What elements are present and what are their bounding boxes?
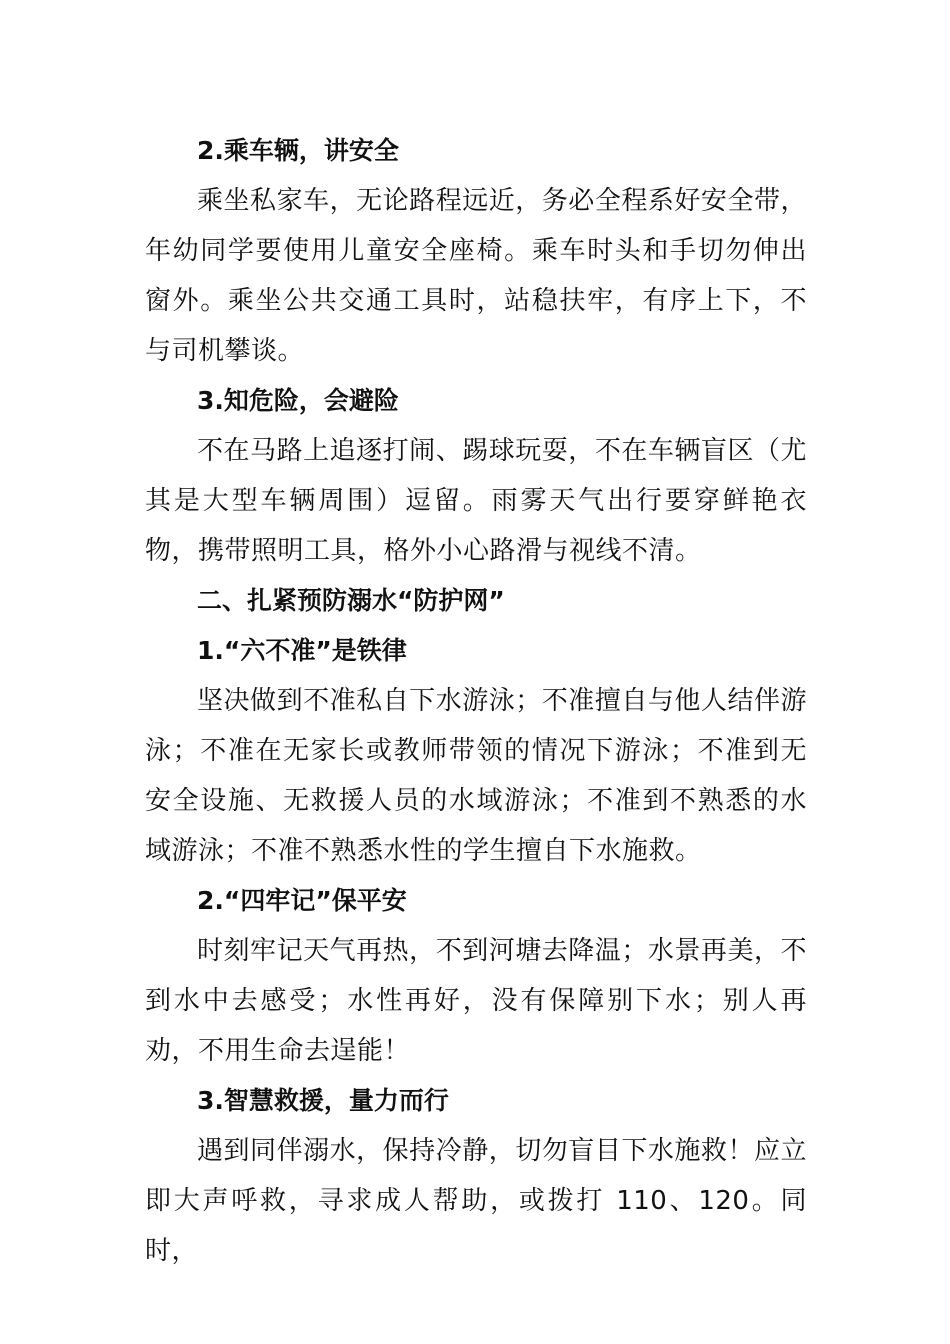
chapter-heading: 二、扎紧预防溺水“防护网” [197,586,505,615]
section-heading: 3.智慧救援，量力而行 [197,1086,449,1115]
section-heading: 1.“六不准”是铁律 [197,636,407,665]
section-heading: 3.知危险，会避险 [197,386,399,415]
paragraph: 不在马路上追逐打闹、踢球玩耍，不在车辆盲区（尤其是大型车辆周围）逗留。雨雾天气出行要穿鲜艳衣物，携带照明工具，格外小心路滑与视线不清。 [145,436,807,566]
section-heading: 2.乘车辆，讲安全 [197,136,399,165]
section-heading: 2.“四牢记”保平安 [197,886,407,915]
paragraph: 遇到同伴溺水，保持冷静，切勿盲目下水施救！应立即大声呼救，寻求成人帮助，或拨打 110、120。同时， [145,1136,807,1266]
paragraph: 坚决做到不准私自下水游泳；不准擅自与他人结伴游泳；不准在无家长或教师带领的情况下游泳；不准到无安全设施、无救援人员的水域游泳；不准到不熟悉的水域游泳；不准不熟悉水性的学生擅自下水施救。 [145,686,807,866]
paragraph: 乘坐私家车，无论路程远近，务必全程系好安全带，年幼同学要使用儿童安全座椅。乘车时头和手切勿伸出窗外。乘坐公共交通工具时，站稳扶牢，有序上下，不与司机攀谈。 [145,186,807,366]
document-body [145,126,807,1276]
paragraph: 时刻牢记天气再热，不到河塘去降温；水景再美，不到水中去感受；水性再好，没有保障别下水；别人再劝，不用生命去逞能！ [145,936,807,1066]
